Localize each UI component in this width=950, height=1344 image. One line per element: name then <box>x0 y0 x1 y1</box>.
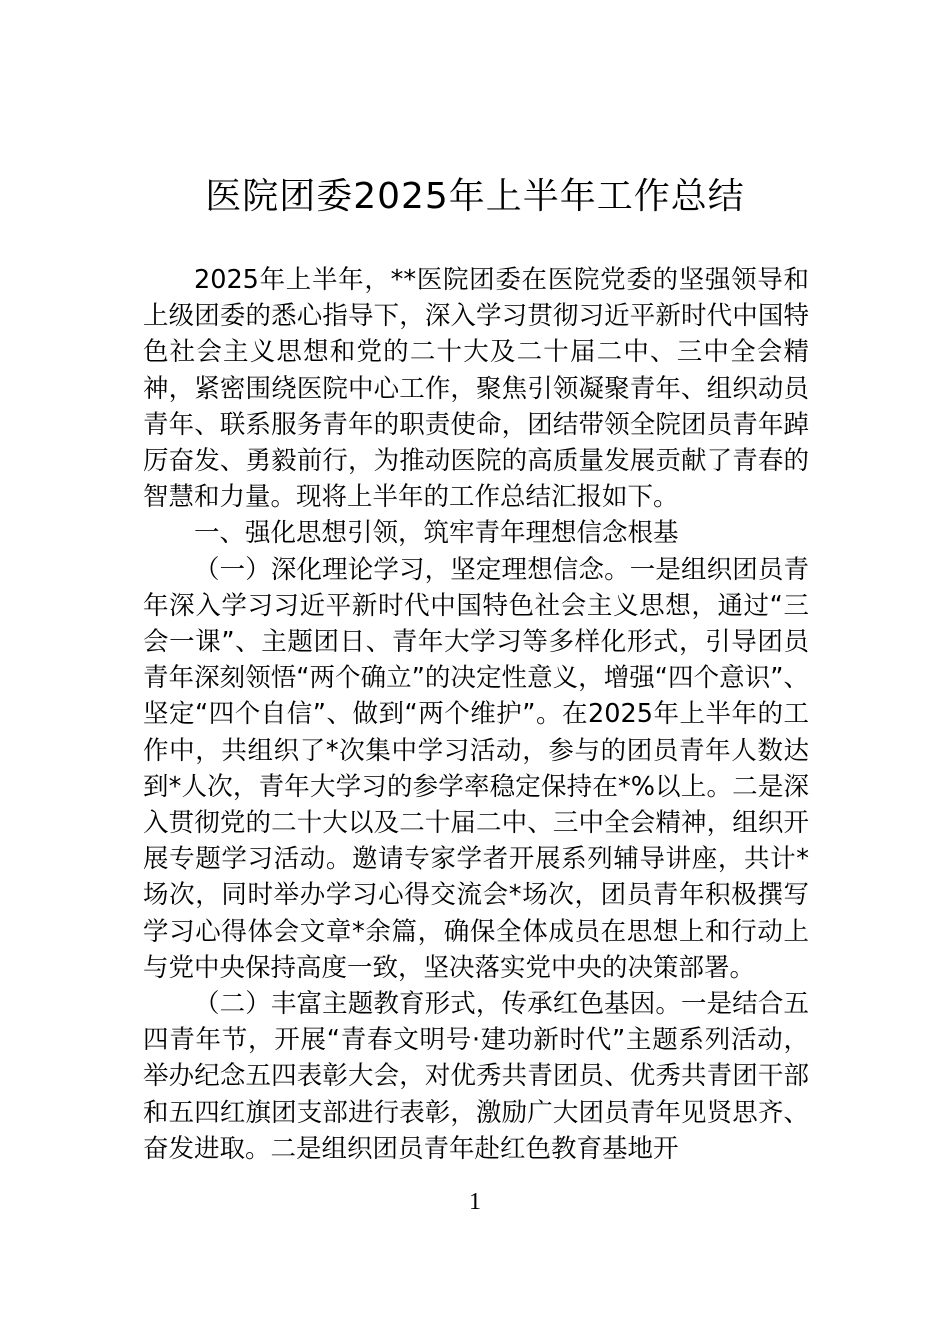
paragraph-subsection-2: （二）丰富主题教育形式，传承红色基因。一是结合五四青年节，开展“青春文明号·建功新时代”主题系列活动，举办纪念五四表彰大会，对优秀共青团员、优秀共青团干部和五四红旗团支部进行表彰，激励广大团员青年见贤思齐、奋发进取。二是组织团员青年赴红色教育基地开 <box>143 989 809 1164</box>
paragraph-subsection-1: （一）深化理论学习，坚定理想信念。一是组织团员青年深入学习习近平新时代中国特色社会主义思想，通过“三会一课”、主题团日、青年大学习等多样化形式，引导团员青年深刻领悟“两个确立”的决定性意义，增强“四个意识”、坚定“四个自信”、做到“两个维护”。在2025年上半年的工作中，共组织了*次集中学习活动，参与的团员青年人数达到*人次，青年大学习的参学率稳定保持在*%以上。二是深入贯彻党的二十大以及二十届二中、三中全会精神，组织开展专题学习活动。邀请专家学者开展系列辅导讲座，共计*场次，同时举办学习心得交流会*场次，团员青年积极撰写学习心得体会文章*余篇，确保全体成员在思想上和行动上与党中央保持高度一致，坚决落实党中央的决策部署。 <box>143 554 809 983</box>
section-heading-1: 一、强化思想引领，筑牢青年理想信念根基 <box>194 518 679 549</box>
page-number: 1 <box>469 1189 481 1215</box>
document-body <box>143 262 809 1167</box>
paragraph-intro: 2025年上半年，**医院团委在医院党委的坚强领导和上级团委的悉心指导下，深入学习贯彻习近平新时代中国特色社会主义思想和党的二十大及二十届二中、三中全会精神，紧密围绕医院中心工作，聚焦引领凝聚青年、组织动员青年、联系服务青年的职责使命，团结带领全院团员青年踔厉奋发、勇毅前行，为推动医院的高质量发展贡献了青春的智慧和力量。现将上半年的工作总结汇报如下。 <box>143 265 809 513</box>
document-title: 医院团委2025年上半年工作总结 <box>205 176 745 217</box>
